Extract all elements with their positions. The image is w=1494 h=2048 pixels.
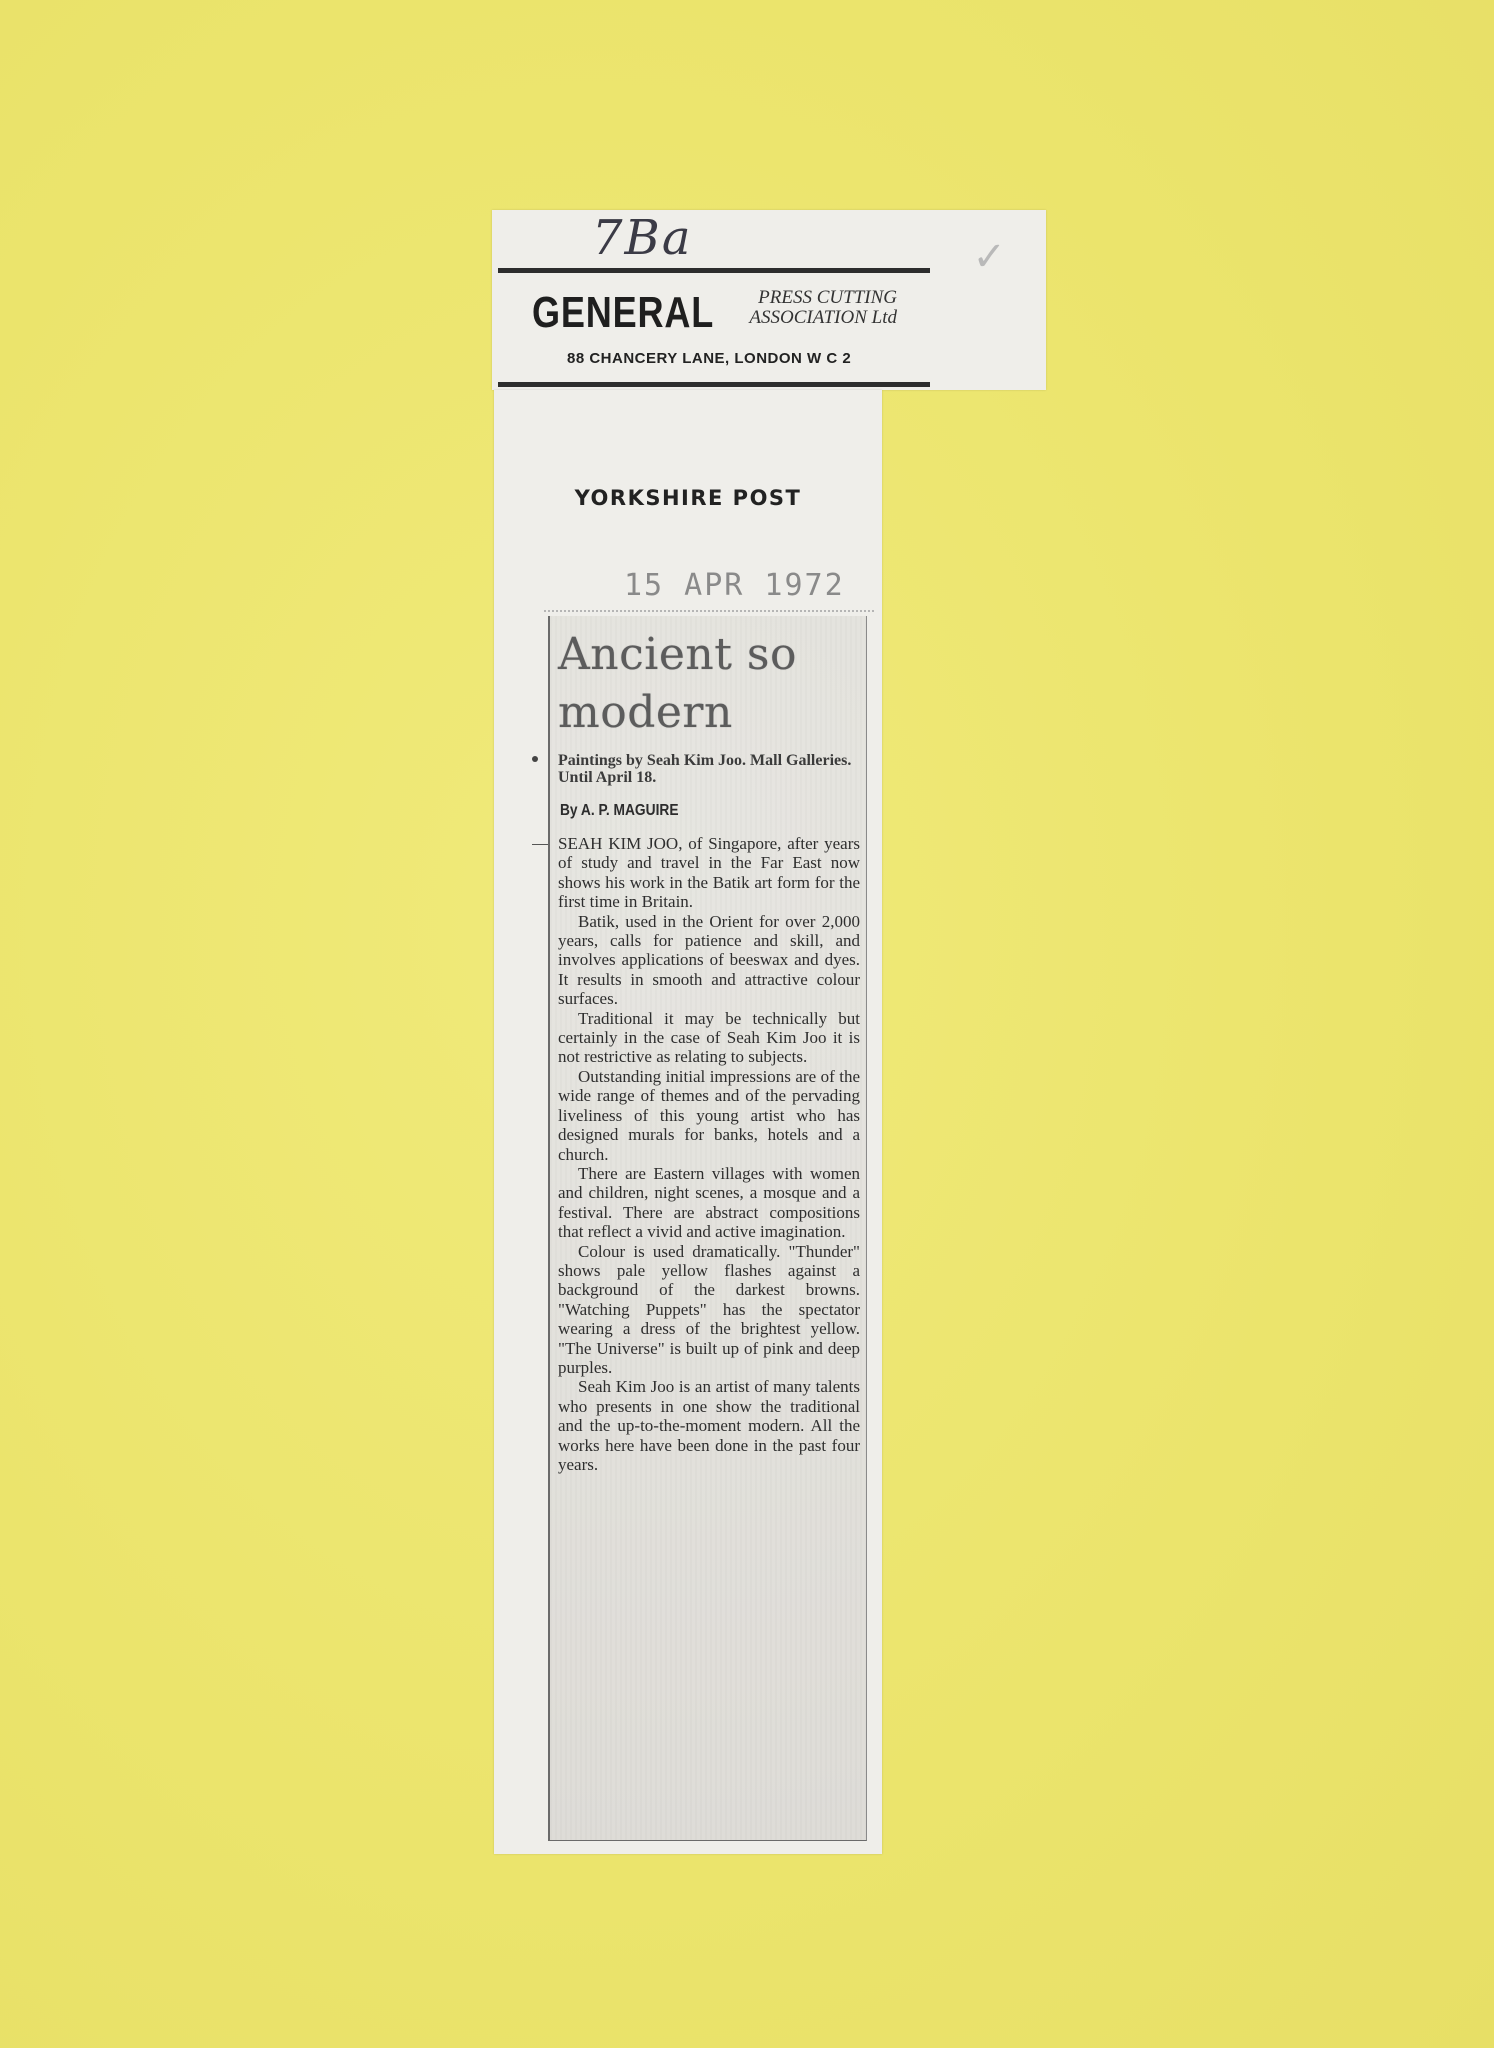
article-paragraph: Batik, used in the Orient for over 2,000 years, calls for patience and skill, and involves applications of beeswax and dyes. It results in smooth and attractive colour surfaces. — [558, 911, 860, 1009]
date-stamp: 15 APR 1972 — [624, 568, 845, 603]
article-paragraph: Traditional it may be technically but certainly in the case of Seah Kim Joo it is not restrictive as relating to subjects. — [558, 1008, 860, 1067]
header-rule-top — [498, 268, 930, 273]
publication-name: YORKSHIRE POST — [574, 486, 802, 510]
article-paragraph: Outstanding initial impressions are of the wide range of themes and of the pervading liveliness of this young artist who has designed murals for banks, hotels and a church. — [558, 1066, 860, 1164]
agency-subtitle-line-1: PRESS CUTTING — [758, 287, 897, 308]
handwritten-reference: 7Ba — [592, 210, 693, 266]
newspaper-clipping — [548, 616, 867, 1841]
article-paragraph: Colour is used dramatically. "Thunder" shows pale yellow flashes against a background of the darkest browns. "Watching Puppets" has the spectator wearing a dress of the brightest yellow. "The Universe" is built up of pink and deep purples. — [558, 1241, 860, 1377]
article-paragraph: Seah Kim Joo is an artist of many talents who presents in one show the traditional and the up-to-the-moment modern. All the works here have been done in the past four years. — [558, 1377, 860, 1474]
article-byline: By A. P. MAGUIRE — [560, 802, 679, 819]
margin-dot — [532, 756, 538, 762]
article-body — [558, 834, 860, 1474]
article-paragraph: There are Eastern villages with women and children, night scenes, a mosque and a festival. There are abstract compositions that reflect a vivid and active imagination. — [558, 1163, 860, 1242]
press-agency-header-slip — [492, 210, 1046, 390]
check-mark-icon: ✓ — [972, 234, 1006, 280]
header-rule-bottom — [498, 382, 930, 387]
agency-subtitle — [707, 288, 897, 328]
agency-address: 88 CHANCERY LANE, LONDON W C 2 — [567, 350, 852, 367]
agency-subtitle-line-2: ASSOCIATION Ltd — [749, 307, 897, 328]
article-subhead: Paintings by Seah Kim Joo. Mall Galleries. Until April 18. — [558, 752, 852, 786]
cutting-strip — [494, 390, 882, 1854]
article-paragraph: SEAH KIM JOO, of Singapore, after years of study and travel in the Far East now shows his work in the Batik art form for the first time in Britain. — [558, 834, 860, 912]
agency-name: GENERAL — [532, 288, 715, 337]
article-headline: Ancient so modern — [558, 629, 797, 738]
dotted-rule — [544, 610, 874, 612]
